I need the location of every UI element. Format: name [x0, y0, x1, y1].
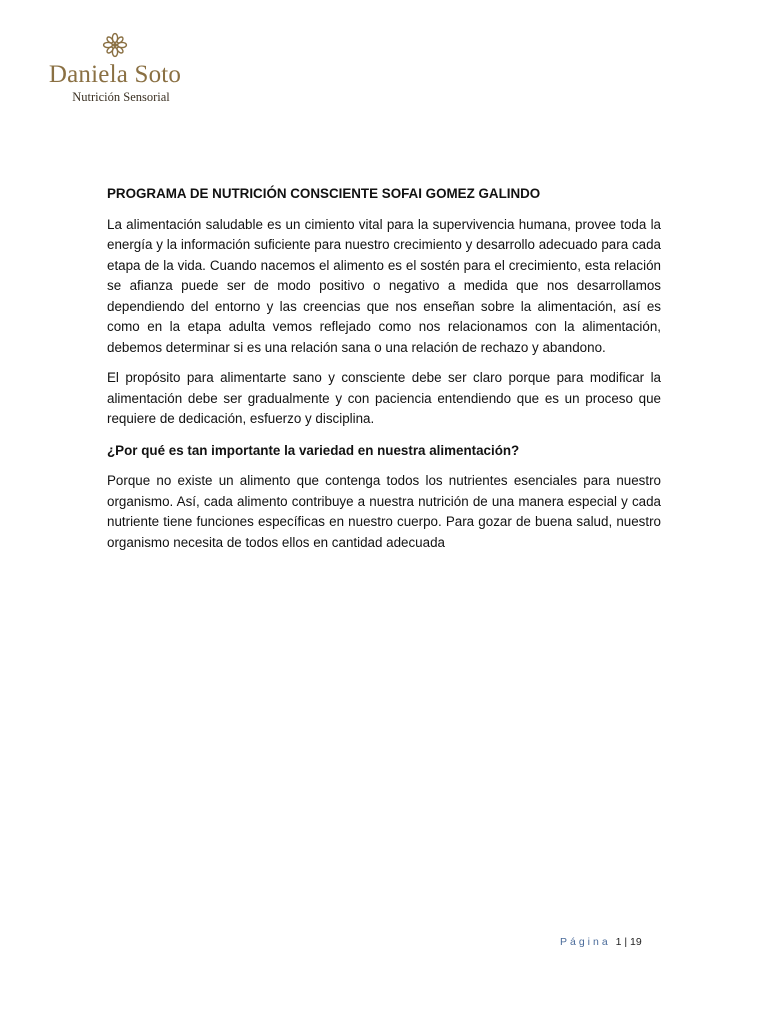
brand-logo — [30, 32, 200, 104]
brand-name: Daniela Soto — [48, 61, 182, 88]
flower-ornament-icon — [102, 32, 128, 58]
paragraph-intro: La alimentación saludable es un cimiento vital para la supervivencia humana, provee toda la energía y la información suficiente para nuestro crecimiento y desarrollo adecuado para cada etapa de la vida. Cuando nacemos el alimento es el sostén para el crecimiento, esta relación se afianza puede ser de modo positivo o negativo a medida que nos desarrollamos dependiendo del entorno y las creencias que nos enseñan sobre la alimentación, así es como en la etapa adulta vemos reflejado como nos relacionamos con la alimentación, debemos determinar si es una relación sana o una relación de rechazo y abandono. — [107, 216, 661, 355]
brand-subtitle: Nutrición Sensorial — [72, 90, 170, 104]
page-number: 1 | 19 — [615, 936, 642, 948]
document-body — [107, 184, 661, 553]
paragraph-answer: Porque no existe un alimento que contenga todos los nutrientes esenciales para nuestro organismo. Así, cada alimento contribuye a nuestra nutrición de una manera especial y cada nutriente tiene funciones específicas en nuestro cuerpo. Para gozar de buena salud, nuestro organismo necesita de todos ellos en cantidad adecuada — [107, 473, 661, 550]
page-label: Página — [560, 936, 611, 948]
page-footer — [560, 935, 642, 949]
section-question: ¿Por qué es tan importante la variedad en nuestra alimentación? — [107, 442, 520, 458]
document-title: PROGRAMA DE NUTRICIÓN CONSCIENTE SOFAI GOMEZ GALINDO — [107, 186, 541, 201]
paragraph-purpose: El propósito para alimentarte sano y consciente debe ser claro porque para modificar la alimentación debe ser gradualmente y con paciencia entendiendo que es un proceso que requiere de dedicación, esfuerzo y disciplina. — [107, 370, 661, 426]
